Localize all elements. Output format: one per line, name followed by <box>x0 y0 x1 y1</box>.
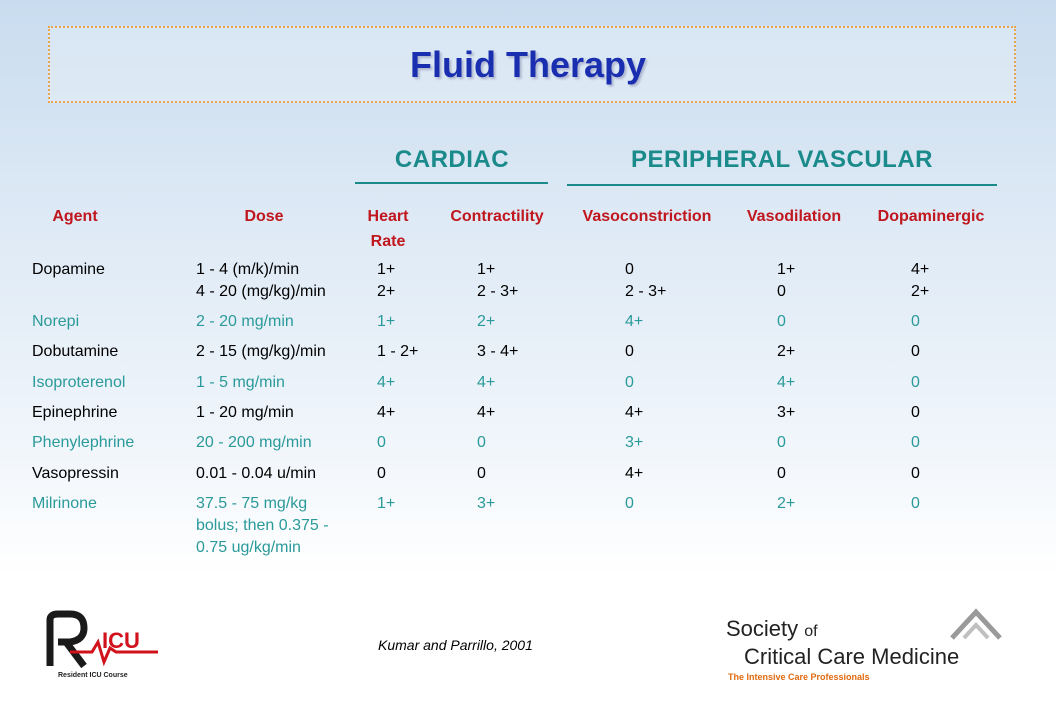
vasodilation-cell: 4+ <box>777 374 796 391</box>
header-dopaminergic: Dopaminergic <box>877 208 985 225</box>
dopaminergic-cell: 4+ 2+ <box>911 261 930 300</box>
heart-rate-cell: 4+ <box>377 404 396 421</box>
heart-rate-cell: 0 <box>377 465 386 482</box>
agent-cell: Milrinone <box>32 495 97 512</box>
header-vasodilation: Vasodilation <box>746 208 842 225</box>
vasoconstriction-cell: 0 <box>625 495 634 512</box>
ricu-subtitle: Resident ICU Course <box>58 672 128 679</box>
contractility-cell: 0 <box>477 434 486 451</box>
dopaminergic-cell: 0 <box>911 343 920 360</box>
agent-cell: Phenylephrine <box>32 434 135 451</box>
group-cardiac: CARDIAC <box>394 146 510 173</box>
agent-cell: Dopamine <box>32 261 105 278</box>
dose-cell: 1 - 4 (m/k)/min 4 - 20 (mg/kg)/min <box>196 261 326 300</box>
group-peripheral-underline <box>567 184 997 186</box>
contractility-cell: 4+ <box>477 404 496 421</box>
dopaminergic-cell: 0 <box>911 313 920 330</box>
header-vasoconstriction: Vasoconstriction <box>582 208 712 225</box>
sccm-of-text: of <box>804 623 818 640</box>
sccm-tagline: The Intensive Care Professionals <box>728 672 870 682</box>
contractility-cell: 3+ <box>477 495 496 512</box>
vasodilation-cell: 1+ 0 <box>777 261 796 300</box>
vasodilation-cell: 2+ <box>777 495 796 512</box>
vasodilation-cell: 0 <box>777 465 786 482</box>
heart-rate-cell: 1+ 2+ <box>377 261 396 300</box>
citation: Kumar and Parrillo, 2001 <box>378 637 533 653</box>
sccm-name-line2: Critical Care Medicine <box>744 644 960 669</box>
agent-cell: Vasopressin <box>32 465 119 482</box>
agent-cell: Norepi <box>32 313 80 330</box>
dose-cell: 37.5 - 75 mg/kg bolus; then 0.375 - 0.75 ug/kg/min <box>196 495 329 556</box>
agent-cell: Isoproterenol <box>32 374 126 391</box>
vasoconstriction-cell: 3+ <box>625 434 644 451</box>
dose-cell: 1 - 5 mg/min <box>196 374 285 391</box>
contractility-cell: 3 - 4+ <box>477 343 519 360</box>
contractility-cell: 0 <box>477 465 486 482</box>
vasoconstriction-cell: 0 <box>625 343 634 360</box>
dose-cell: 0.01 - 0.04 u/min <box>196 465 317 482</box>
contractility-cell: 4+ <box>477 374 496 391</box>
heart-rate-cell: 4+ <box>377 374 396 391</box>
dose-cell: 2 - 20 mg/min <box>196 313 294 330</box>
agent-cell: Epinephrine <box>32 404 118 421</box>
dopaminergic-cell: 0 <box>911 465 920 482</box>
slide-title: Fluid Therapy <box>409 44 647 85</box>
dose-cell: 2 - 15 (mg/kg)/min <box>196 343 326 360</box>
dose-cell: 20 - 200 mg/min <box>196 434 312 451</box>
group-peripheral: PERIPHERAL VASCULAR <box>631 146 933 173</box>
dose-cell: 1 - 20 mg/min <box>196 404 294 421</box>
svg-text:ICU: ICU <box>102 628 140 653</box>
sccm-name-line1 <box>726 616 818 642</box>
vasodilation-cell: 0 <box>777 313 786 330</box>
dopaminergic-cell: 0 <box>911 434 920 451</box>
heart-rate-cell: 1 - 2+ <box>377 343 419 360</box>
sccm-society-text: Society <box>726 616 799 641</box>
vasoconstriction-cell: 4+ <box>625 404 644 421</box>
heart-rate-cell: 1+ <box>377 313 396 330</box>
contractility-cell: 1+ 2 - 3+ <box>477 261 519 300</box>
group-cardiac-underline <box>355 182 548 184</box>
header-dose: Dose <box>244 208 284 225</box>
ricu-logo <box>40 608 170 686</box>
heart-rate-cell: 1+ <box>377 495 396 512</box>
sccm-logo <box>722 606 1012 688</box>
vasodilation-cell: 0 <box>777 434 786 451</box>
vasoconstriction-cell: 0 2 - 3+ <box>625 261 667 300</box>
ricu-logo-mark <box>40 608 170 672</box>
dopaminergic-cell: 0 <box>911 404 920 421</box>
agent-cell: Dobutamine <box>32 343 119 360</box>
dopaminergic-cell: 0 <box>911 374 920 391</box>
vasoconstriction-cell: 0 <box>625 374 634 391</box>
header-agent: Agent <box>52 208 98 225</box>
contractility-cell: 2+ <box>477 313 496 330</box>
header-heart-rate: Heart Rate <box>367 208 409 250</box>
vasoconstriction-cell: 4+ <box>625 465 644 482</box>
sccm-triangle-icon <box>948 608 1004 642</box>
vasodilation-cell: 3+ <box>777 404 796 421</box>
vasodilation-cell: 2+ <box>777 343 796 360</box>
dopaminergic-cell: 0 <box>911 495 920 512</box>
vasoconstriction-cell: 4+ <box>625 313 644 330</box>
header-contractility: Contractility <box>450 208 544 225</box>
heart-rate-cell: 0 <box>377 434 386 451</box>
